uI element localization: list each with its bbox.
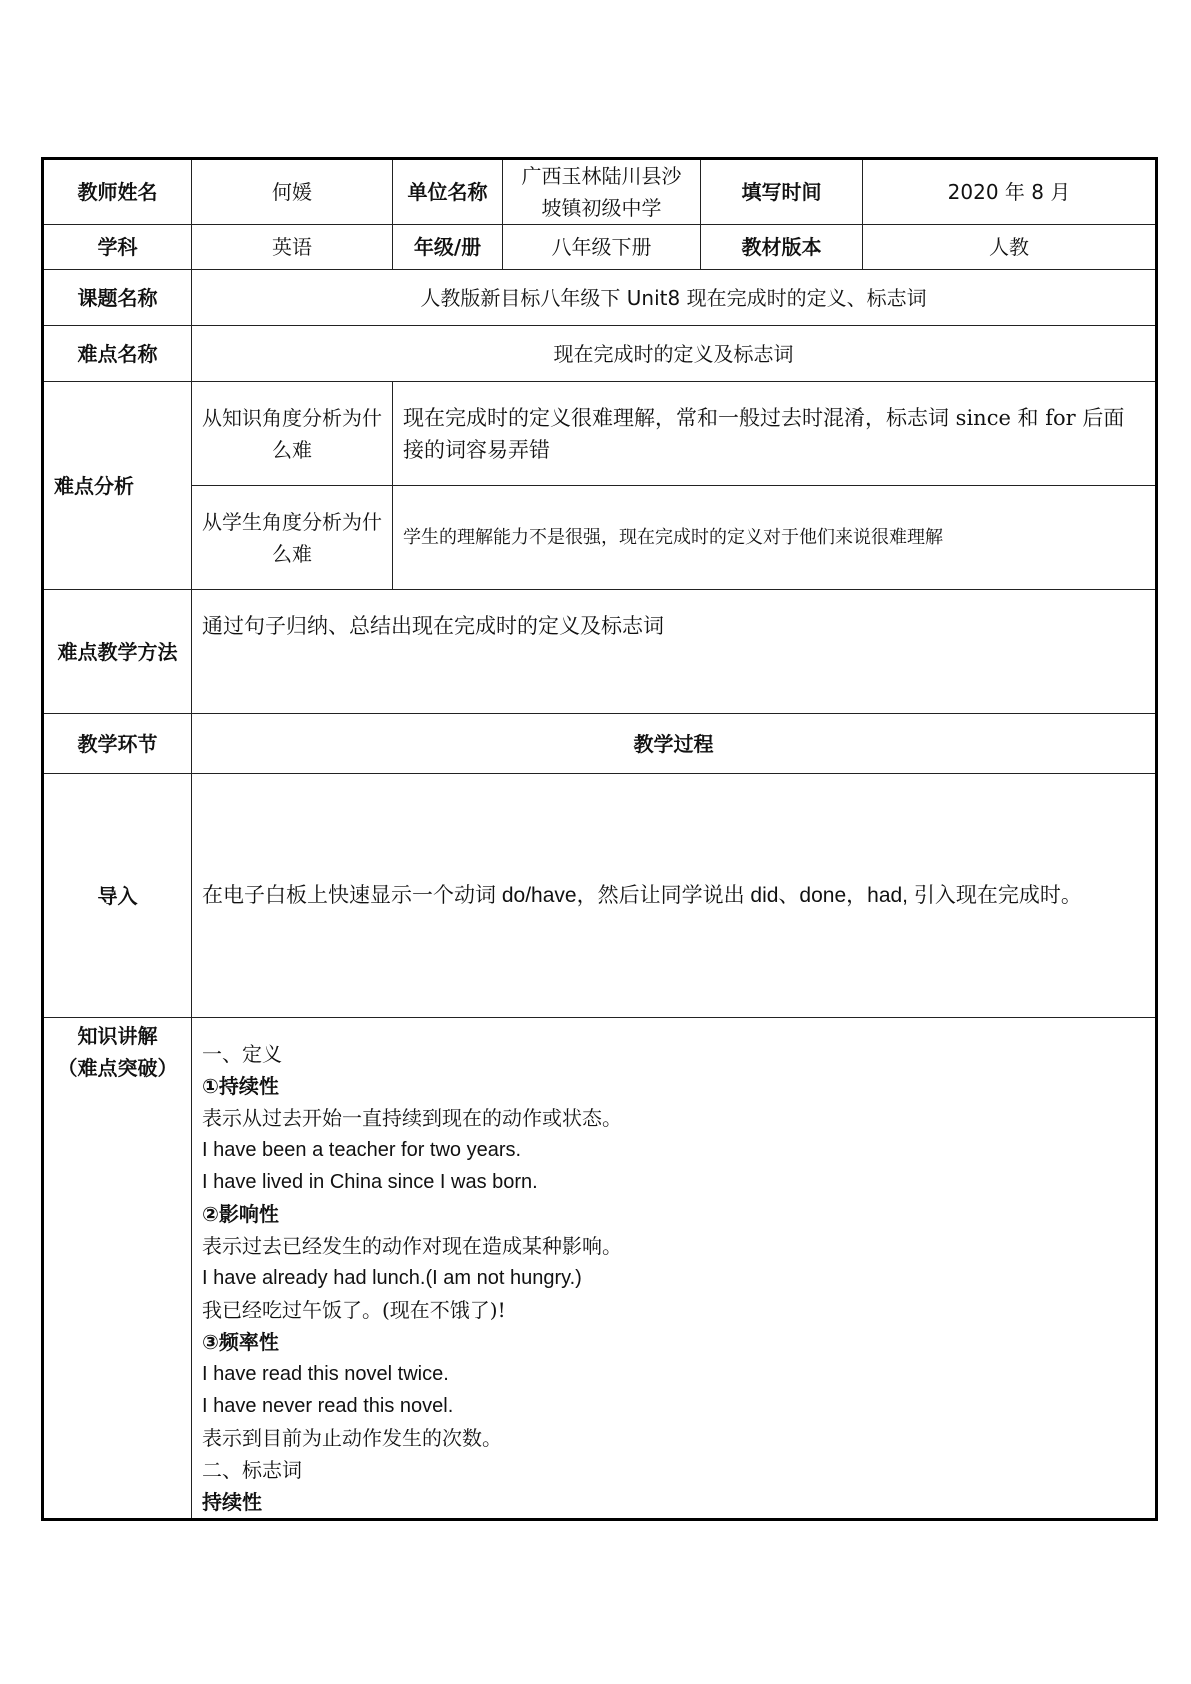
section-definition-heading: 一、定义: [202, 1042, 282, 1066]
knowledge-label: [43, 1018, 192, 1520]
knowledge-label-line1: 知识讲解: [77, 1024, 158, 1048]
frequency-example-1: I have read this novel twice.: [202, 1363, 449, 1385]
influence-heading: ②影响性: [202, 1202, 279, 1226]
continuity-desc: 表示从过去开始一直持续到现在的动作或状态。: [202, 1106, 622, 1130]
influence-example: I have already had lunch.(I am not hungry.): [202, 1267, 582, 1289]
section-markers-heading: 二、标志词: [202, 1458, 302, 1482]
teacher-name-value: 何媛: [192, 159, 393, 225]
knowledge-label-line2: （难点突破）: [57, 1056, 178, 1080]
analysis-student-row: [43, 486, 1157, 590]
header-row-1: [43, 159, 1157, 225]
intro-value: 在电子白板上快速显示一个动词 do/have，然后让同学说出 did、done，had, 引入现在完成时。: [192, 774, 1157, 1018]
process-label: 教学过程: [192, 714, 1157, 774]
lesson-plan-table: [41, 157, 1158, 1521]
stage-label: 教学环节: [43, 714, 192, 774]
continuity-example-1: I have been a teacher for two years.: [202, 1139, 522, 1161]
influence-desc: 表示过去已经发生的动作对现在造成某种影响。: [202, 1234, 622, 1258]
teacher-name-label: 教师姓名: [43, 159, 192, 225]
knowledge-row: [43, 1018, 1157, 1520]
intro-row: [43, 774, 1157, 1018]
knowledge-content: [192, 1018, 1157, 1520]
continuity-example-2: I have lived in China since I was born.: [202, 1171, 538, 1193]
fill-date-value: 2020 年 8 月: [863, 159, 1157, 225]
edition-label: 教材版本: [701, 225, 863, 270]
lesson-plan-sheet: [41, 157, 1155, 1521]
topic-label: 课题名称: [43, 270, 192, 326]
unit-name-label: 单位名称: [393, 159, 503, 225]
edition-value: 人教: [863, 225, 1157, 270]
grade-label: 年级/册: [393, 225, 503, 270]
subject-value: 英语: [192, 225, 393, 270]
student-angle-label: 从学生角度分析为什么难: [192, 486, 393, 590]
continuity-heading: ①持续性: [202, 1074, 279, 1098]
analysis-label: 难点分析: [43, 382, 192, 590]
difficulty-value: 现在完成时的定义及标志词: [192, 326, 1157, 382]
header-row-2: [43, 225, 1157, 270]
frequency-example-2: I have never read this novel.: [202, 1395, 454, 1417]
student-angle-value: 学生的理解能力不是很强，现在完成时的定义对于他们来说很难理解: [393, 486, 1157, 590]
analysis-knowledge-row: [43, 382, 1157, 486]
method-row: [43, 590, 1157, 714]
method-value: 通过句子归纳、总结出现在完成时的定义及标志词: [192, 590, 1157, 714]
method-label: 难点教学方法: [43, 590, 192, 714]
difficulty-row: [43, 326, 1157, 382]
knowledge-angle-label: 从知识角度分析为什么难: [192, 382, 393, 486]
frequency-heading: ③频率性: [202, 1330, 279, 1354]
knowledge-angle-value: 现在完成时的定义很难理解，常和一般过去时混淆，标志词 since 和 for 后面接的词容易弄错: [393, 382, 1157, 486]
unit-name-value: 广西玉林陆川县沙坡镇初级中学: [503, 159, 701, 225]
frequency-desc: 表示到目前为止动作发生的次数。: [202, 1426, 502, 1450]
influence-translation: 我已经吃过午饭了。(现在不饿了)!: [202, 1298, 506, 1322]
subject-label: 学科: [43, 225, 192, 270]
topic-value: 人教版新目标八年级下 Unit8 现在完成时的定义、标志词: [192, 270, 1157, 326]
fill-date-label: 填写时间: [701, 159, 863, 225]
difficulty-label: 难点名称: [43, 326, 192, 382]
process-header-row: [43, 714, 1157, 774]
markers-continuity-heading: 持续性: [202, 1490, 262, 1514]
grade-value: 八年级下册: [503, 225, 701, 270]
intro-label: 导入: [43, 774, 192, 1018]
topic-row: [43, 270, 1157, 326]
